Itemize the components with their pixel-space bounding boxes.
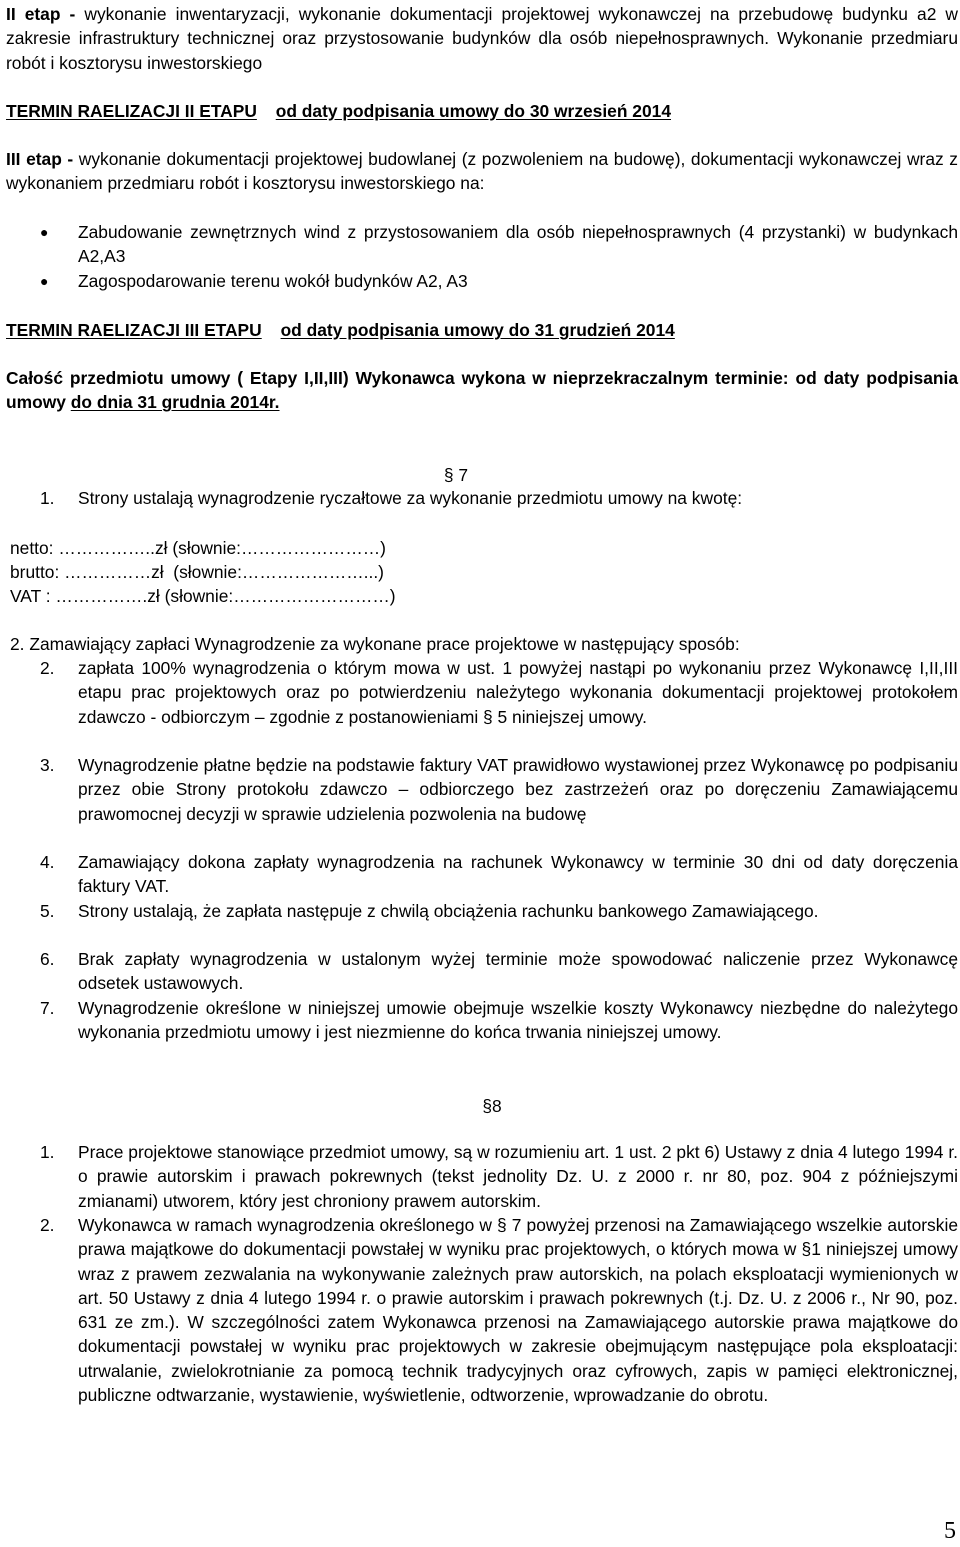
payment-vat: VAT : …………….zł (słownie:………………………): [10, 586, 396, 606]
item-text: zapłata 100% wynagrodzenia o którym mowa w ust. 1 powyżej nastąpi po wykonaniu przez Wykonawcę I,II,III etapu prac projektowych oraz po potwierdzeniu należytego wykonania dokumentacji projektowej protokołem zdawczo - odbiorczym – zgodnie z postanowieniami § 5 niniejszej umowy.: [78, 658, 958, 727]
item-text: Strony ustalają wynagrodzenie ryczałtowe za wykonanie przedmiotu umowy na kwotę:: [78, 488, 743, 508]
item-number: 2.: [40, 1215, 55, 1235]
bullet-text: Zabudowanie zewnętrznych wind z przystosowaniem dla osób niepełnosprawnych (4 przystanki) w budynkach A2,A3: [78, 222, 958, 267]
item-number: 1.: [40, 488, 55, 508]
item-text: Wynagrodzenie płatne będzie na podstawie faktury VAT prawidłowo wystawionej przez Wykonawcę po podpisaniu przez obie Strony protokołu zdawczo – odbiorczego bez zastrzeżeń oraz po doręczeniu Zamawiającemu prawomocnej decyzji w sprawie udzielenia pozwolenia na budowę: [78, 755, 958, 824]
stage2-text: wykonanie inwentaryzacji, wykonanie dokumentacji projektowej wykonawczej na przebudowę budynku a2 w zakresie infrastruktury technicznej oraz przystosowanie budynków dla osób niepełnosprawnych. Wykonanie przedmiaru robót i kosztorysu inwestorskiego: [6, 4, 958, 73]
item-text: Strony ustalają, że zapłata następuje z chwilą obciążenia rachunku bankowego Zamawiającego.: [78, 901, 819, 921]
whole-term-date: do dnia 31 grudnia 2014r.: [70, 392, 280, 413]
page-number: 5: [944, 1517, 956, 1544]
stage3-paragraph: [6, 147, 958, 196]
term3-line: [6, 318, 958, 342]
term2-label: TERMIN RAELIZACJI II ETAPU: [6, 101, 257, 121]
stage2-paragraph: [6, 2, 958, 75]
item-number: 4.: [40, 852, 55, 872]
item-number: 5.: [40, 901, 55, 921]
item-number: 6.: [40, 949, 55, 969]
term3-value: od daty podpisania umowy do 31 grudzień 2014: [280, 320, 675, 340]
section7-heading: § 7: [443, 465, 469, 485]
bullet-icon: ●: [40, 273, 49, 289]
item-number: 2.: [40, 658, 55, 678]
item-text: Prace projektowe stanowiące przedmiot umowy, są w rozumieniu art. 1 ust. 2 pkt 6) Ustawy z dnia 4 lutego 1994 r. o prawie autorskim i prawach pokrewnych (tekst jednolity Dz. U. z 2000 r. nr 80, poz. 904 z późniejszymi zmianami) utworem, który jest chroniony prawem autorskim.: [78, 1142, 958, 1211]
item-text: Wynagrodzenie określone w niniejszej umowie obejmuje wszelkie koszty Wykonawcy niezbędne do należytego wykonania przedmiotu umowy i jest niezmienne do końca trwania niniejszej umowy.: [78, 998, 958, 1043]
payment-brutto: brutto: ……………zł (słownie:…………………...): [10, 562, 384, 582]
section8-heading: §8: [482, 1096, 502, 1116]
term2-value: od daty podpisania umowy do 30 wrzesień 2014: [275, 101, 671, 121]
whole-term-text: Całość przedmiotu umowy ( Etapy I,II,III) Wykonawca wykona w nieprzekraczalnym terminie: od daty podpisania umowy: [6, 368, 958, 413]
item-number: 1.: [40, 1142, 55, 1162]
item-text: Brak zapłaty wynagrodzenia w ustalonym wyżej terminie może spowodować naliczenie przez Wykonawcę odsetek ustawowych.: [78, 949, 958, 994]
term3-label: TERMIN RAELIZACJI III ETAPU: [6, 320, 262, 340]
whole-term-paragraph: [6, 366, 958, 415]
stage3-text: wykonanie dokumentacji projektowej budowlanej (z pozwoleniem na budowę), dokumentacji wykonawczej wraz z wykonaniem przedmiaru robót i kosztorysu inwestorskiego na:: [6, 149, 958, 194]
payment-netto: netto: ……………..zł (słownie:……………………): [10, 538, 386, 558]
bullet-text: Zagospodarowanie terenu wokół budynków A2, A3: [78, 271, 468, 291]
bullet-item: [40, 220, 958, 269]
stage2-lead: II etap -: [6, 4, 76, 24]
item-text: Wykonawca w ramach wynagrodzenia określonego w § 7 powyżej przenosi na Zamawiającego wszelkie autorskie prawa majątkowe do dokumentacji powstałej w wyniku prac projektowych, o których mowa w §1 niniejszej umowy wraz z prawem zezwalania na wykonywanie zależnych praw autorskich, na polach eksploatacji wymienionych w art. 50 Ustawy z dnia 4 lutego 1994 r. o prawie autorskim i prawach pokrewnych (t.j. Dz. U. z 2006 r., Nr 90, poz. 631 ze zm.). W szczególności zatem Wykonawca przenosi na Zamawiającego autorskie prawa majątkowe do dokumentacji powstałej w wyniku prac projektowych w zakresie obejmującym następujące pola eksploatacji: utrwalanie, zwielokrotnianie za pomocą technik tradycyjnych oraz cyfrowych, zapis w pamięci elektronicznej, publiczne odtwarzanie, wystawienie, wyświetlenie, odtworzenie, wprowadzanie do obrotu.: [78, 1215, 958, 1406]
item-number: 7.: [40, 998, 55, 1018]
section7-item-2-intro: 2. Zamawiający zapłaci Wynagrodzenie za wykonane prace projektowe w następujący sposób:: [10, 634, 740, 654]
term2-line: [6, 99, 958, 123]
item-text: Zamawiający dokona zapłaty wynagrodzenia na rachunek Wykonawcy w terminie 30 dni od daty doręczenia faktury VAT.: [78, 852, 958, 897]
stage3-lead: III etap -: [6, 149, 74, 169]
item-number: 3.: [40, 755, 55, 775]
bullet-item: [40, 269, 958, 293]
bullet-icon: ●: [40, 224, 49, 240]
